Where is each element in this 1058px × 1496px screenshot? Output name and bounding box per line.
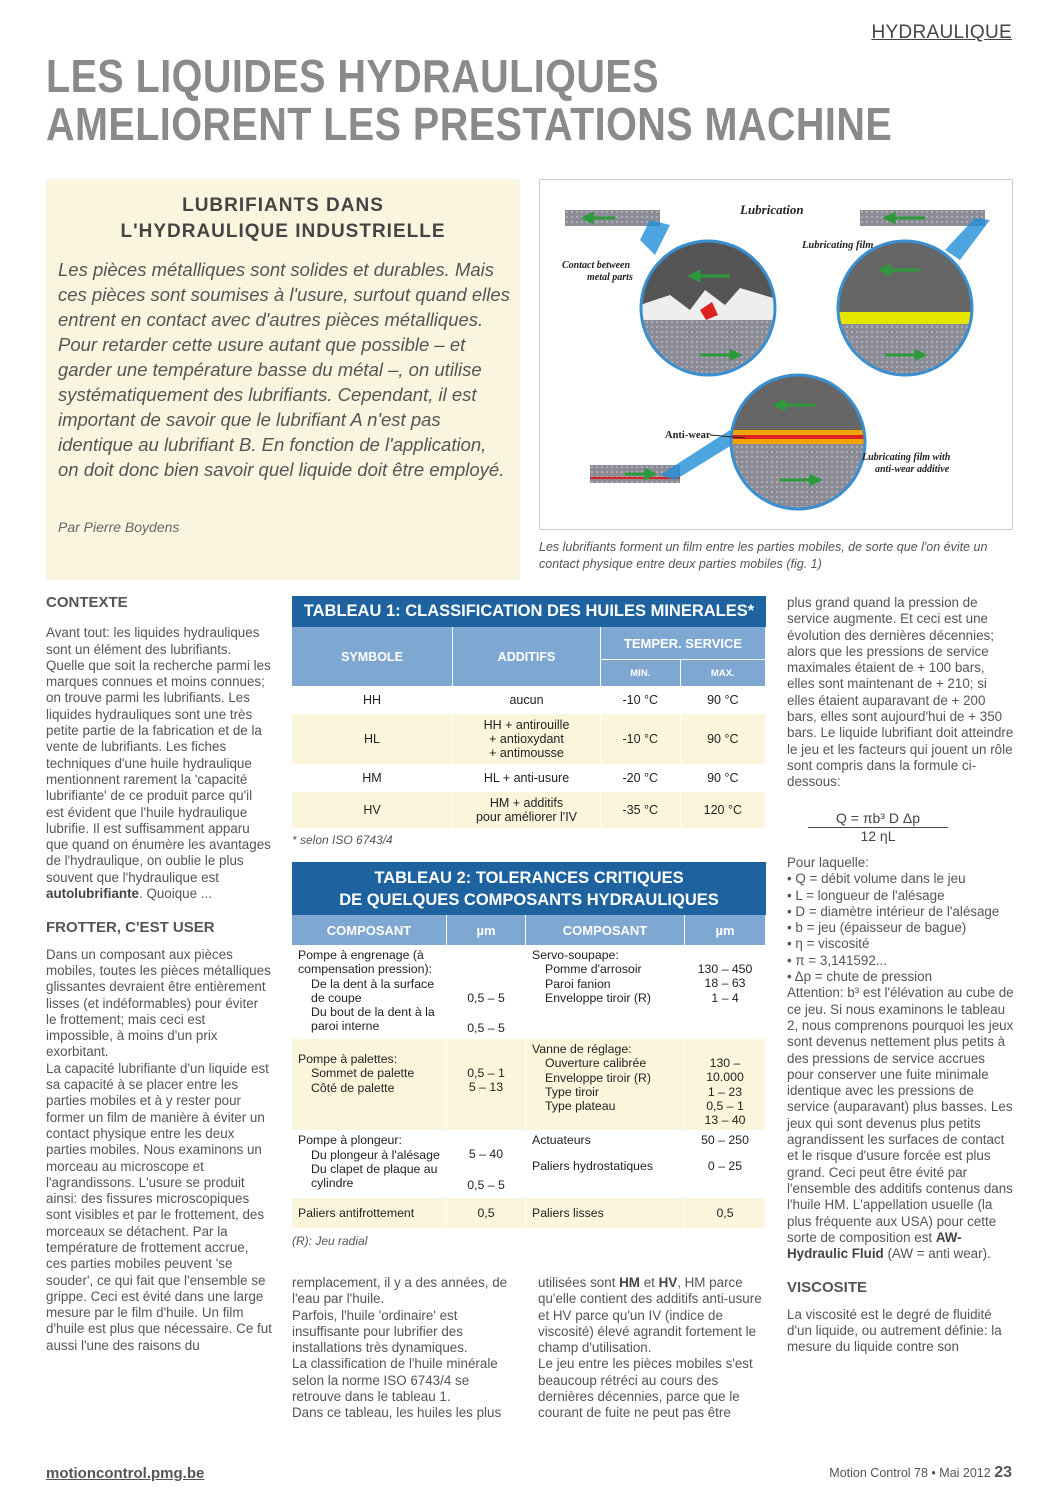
lead-title-line-2: L'HYDRAULIQUE INDUSTRIELLE: [120, 221, 446, 242]
table-row: [292, 792, 766, 828]
t1-sym: HH: [292, 686, 453, 714]
list-item: • D = diamètre intérieur de l'alésage: [787, 903, 1000, 919]
t2-cell: Servo-soupape: Pomme d'arrosoir Paroi fanion Enveloppe tiroir (R): [526, 945, 685, 1039]
t1-min: -35 °C: [601, 792, 681, 828]
t2-cell: Pompe à plongeur: Du plongeur à l'alésage Du clapet de plaque au cylindre: [292, 1130, 447, 1198]
lead-title-line-1: LUBRIFIANTS DANS: [182, 195, 384, 216]
formula-numerator: Q = πb³ D Δp: [808, 810, 948, 828]
headline: [46, 50, 893, 150]
t2-cell: 130 – 10.000 1 – 23 0,5 – 1 13 – 40: [685, 1039, 766, 1130]
t2-cell: 5 – 40 0,5 – 5: [447, 1130, 526, 1198]
t1-header-min: MIN.: [601, 660, 681, 687]
t2-header-um-2: µm: [685, 915, 766, 945]
t2-cell: Actuateurs Paliers hydrostatiques: [526, 1130, 685, 1198]
table-row: [292, 686, 766, 714]
formula-denominator: 12 ηL: [860, 828, 896, 844]
footer-site-link[interactable]: motioncontrol.pmg.be: [46, 1465, 205, 1482]
fig-label-film: Lubricating film: [802, 240, 874, 251]
t1-max: 90 °C: [680, 764, 765, 792]
t2-cell: 0,5 – 1 5 – 13: [447, 1039, 526, 1130]
fig-label-film-aw-2: anti-wear additive: [875, 464, 950, 475]
t2-cell: 50 – 250 0 – 25: [685, 1130, 766, 1198]
t1-add: HL + anti-usure: [453, 764, 601, 792]
section-tag: HYDRAULIQUE: [871, 22, 1012, 43]
list-item: • L = longueur de l'alésage: [787, 887, 945, 903]
column-1: [46, 595, 272, 1354]
table-1: [292, 596, 766, 847]
list-item: • π = 3,141592...: [787, 952, 887, 968]
t1-add: HH + antirouille + antioxydant + antimousse: [453, 714, 601, 764]
page-number: 23: [994, 1464, 1012, 1481]
list-item: • η = viscosité: [787, 936, 870, 952]
contexte-paragraph: Avant tout: les liquides hydrauliques sont un élément des lubrifiants. Quelle que soit la recherche parmi les marques connues et moins connues; on trouve parmi les lubrifiants. Les liquides hydrauliques sont une très petite partie de la fabrication et de la vente de lubrifiants. Les fiches techniques d'une huile hydraulique mentionnent rarement la 'capacité lubrifiante' de ce produit parce qu'il est évident que l'huile hydraulique lubrifie. Il est suffisamment apparu que quand on énumère les avantages de l'hydraulique, on oublie le plus souvent que l'hydraulique est autolubrifiante. Quoique ...: [46, 625, 271, 902]
t1-sym: HV: [292, 792, 453, 828]
t1-max: 90 °C: [680, 686, 765, 714]
formula: [808, 810, 948, 844]
column-4-paragraph-1: plus grand quand la pression de service augmente. Et ceci est une évolution des dernières décennies; alors que les pressions de service maximales étaient de + 100 bars, elles sont maintenant de + 210; si elles étaient auparavant de + 200 bars, elles sont aujourd'hui de + 350 bars. Le liquide lubrifiant doit atteindre le jeu et les facteurs qui jouent un rôle sont compris dans la formule ci-dessous:: [787, 595, 1014, 790]
column-3-paragraph-1: utilisées sont HM et HV, HM parce qu'elle contient des additifs anti-usure et HV parce qu'un IV (indice de viscosité) élevé agrandit fortement le champ d'utilisation.: [538, 1275, 762, 1356]
t2-cell: 130 – 450 18 – 63 1 – 4: [685, 945, 766, 1039]
heading-frotter: FROTTER, C'EST USER: [46, 919, 215, 937]
table-2-title: TABLEAU 2: TOLERANCES CRITIQUES DE QUELQUES COMPOSANTS HYDRAULIQUES: [292, 862, 766, 915]
t1-max: 90 °C: [680, 714, 765, 764]
headline-line-1: LES LIQUIDES HYDRAULIQUES: [46, 50, 660, 102]
table-2-note: (R): Jeu radial: [292, 1234, 368, 1249]
figure-caption: Les lubrifiants forment un film entre les parties mobiles, de sorte que l'on évite un contact physique entre deux parties mobiles (fig. 1): [539, 540, 988, 571]
list-item: • Δp = chute de pression: [787, 969, 933, 985]
headline-line-2: AMELIORENT LES PRESTATIONS MACHINE: [46, 98, 893, 150]
t2-cell: 0,5 – 5 0,5 – 5: [447, 945, 526, 1039]
t1-add: aucun: [453, 686, 601, 714]
column-4-paragraph-2: Attention: b³ est l'élévation au cube de ce jeu. Si nous examinons le tableau 2, nous comprenons pourquoi les jeux sont devenus nettement plus petits à des pressions de service accrues pour conserver une fuite minimale identique avec les pressions de service (auparavant) plus basses. Les jeux qui sont devenus plus petits agrandissent les surfaces de contact et le risque d'usure forcée est plus grand. Ceci peut être évité par l'ensemble des additifs contenus dans l'huile HM. L'appellation usuelle (la plus fréquente aux USA) pour cette sorte de composition est AW-Hydraulic Fluid (AW = anti wear).: [787, 985, 1014, 1262]
table-row: [292, 1198, 766, 1228]
lubrication-diagram: [540, 180, 1012, 529]
t1-header-additifs: ADDITIFS: [453, 627, 601, 686]
frotter-paragraph-1: Dans un composant aux pièces mobiles, toutes les pièces métalliques glissantes devraient être entièrement lisses (et indéformables) pour éviter le frottement; mais ceci est impossible, à moins d'un prix exorbitant.: [46, 946, 271, 1060]
t2-cell: Vanne de réglage: Ouverture calibrée Enveloppe tiroir (R) Type tiroir Type plateau: [526, 1039, 685, 1130]
t2-header-um: µm: [447, 915, 526, 945]
fig-label-antiwear: Anti-wear: [665, 430, 711, 441]
author: Par Pierre Boydens: [58, 519, 180, 535]
t2-header-composant: COMPOSANT: [292, 915, 447, 945]
heading-contexte: CONTEXTE: [46, 594, 128, 611]
table-row: [292, 714, 766, 764]
heading-viscosite: VISCOSITE: [787, 1279, 868, 1297]
table-row: [292, 1039, 766, 1130]
viscosite-paragraph: La viscosité est le degré de fluidité d'un liquide, ou autrement définie: la mesure du liquide contre son: [787, 1306, 1002, 1355]
column-3: [538, 1275, 764, 1422]
column-3-paragraph-2: Le jeu entre les pièces mobiles s'est beaucoup rétréci au cours des dernières décennies, parce que le courant de fuite ne peut pas être: [538, 1356, 753, 1421]
t2-header-composant-2: COMPOSANT: [526, 915, 685, 945]
fig-label-contact: Contact between: [562, 260, 631, 271]
fig-label-lubrication: Lubrication: [740, 202, 804, 217]
t2-cell: Pompe à palettes: Sommet de palette Côté de palette: [292, 1039, 447, 1130]
t1-min: -10 °C: [601, 714, 681, 764]
table-row: [292, 945, 766, 1039]
pour-laquelle: Pour laquelle:: [787, 855, 869, 870]
table-row: [292, 1130, 766, 1198]
lead-text: Les pièces métalliques sont solides et durables. Mais ces pièces sont soumises à l'usure, surtout quand elles entrent en contact avec d'autres pièces métalliques. Pour retarder cette usure autant que possible – et garder une température basse du métal –, on utilise systématiquement des lubrifiants. Cependant, il est important de savoir que le lubrifiant A n'est pas identique au lubrifiant B. En fonction de l'application, on doit donc bien savoir quel liquide doit être employé.: [58, 259, 510, 480]
fig-label-contact-2: metal parts: [587, 272, 633, 283]
lubricating-film-circle: [838, 240, 978, 384]
fig-label-film-aw: Lubricating film with: [862, 452, 951, 463]
t1-min: -10 °C: [601, 686, 681, 714]
table-2-grid: [292, 915, 766, 1228]
t1-min: -20 °C: [601, 764, 681, 792]
t1-sym: HL: [292, 714, 453, 764]
t2-cell: 0,5: [685, 1198, 766, 1228]
frotter-paragraph-2: La capacité lubrifiante d'un liquide est sa capacité à se placer entre les parties mobiles et à y rester pour former un film de manière à éviter un contact physique entre les deux parties mobiles. Nous examinons un morceau au microscope et l'agrandissons. L'usure se produit ainsi: des fissures microscopiques sont visibles et par le frottement, des morceaux se détachent. Par la température de frottement accrue, ces parties mobiles peuvent 'se souder', ce qui fait que l'ensemble se grippe. Ceci est évité dans une large mesure par le film d'huile. Un film d'huile est plus que nécessaire. Ce fut aussi l'une des raisons du: [46, 1060, 272, 1353]
autolubrifiante-bold: autolubrifiante: [46, 886, 139, 902]
lead-box: [46, 179, 520, 580]
t1-sym: HM: [292, 764, 453, 792]
footer-issue: [829, 1464, 1012, 1482]
column-2: remplacement, il y a des années, de l'eau par l'huile. Parfois, l'huile 'ordinaire' est insuffisante pour lubrifier des installations très dynamiques. La classification de l'huile minérale selon la norme ISO 6743/4 se retrouve dans le tableau 1. Dans ce tableau, les huiles les plus: [292, 1275, 508, 1421]
lubrication-figure: [539, 179, 1013, 530]
table-1-note: * selon ISO 6743/4: [292, 833, 393, 847]
column-4: [787, 595, 1015, 791]
table-2: [292, 862, 766, 1248]
t2-cell: Paliers antifrottement: [292, 1198, 447, 1228]
t2-cell: 0,5: [447, 1198, 526, 1228]
t1-header-symbole: SYMBOLE: [292, 627, 453, 686]
list-item: • Q = débit volume dans le jeu: [787, 871, 966, 887]
lead-title: [46, 193, 520, 245]
t2-cell: Pompe à engrenage (à compensation pression): De la dent à la surface de coupe Du bout de la dent à la paroi interne: [292, 945, 447, 1039]
footer-issue-text: Motion Control 78 • Mai 2012: [829, 1466, 991, 1480]
t2-cell: Paliers lisses: [526, 1198, 685, 1228]
list-item: • b = jeu (épaisseur de bague): [787, 920, 967, 936]
t1-add: HM + additifs pour améliorer l'IV: [453, 792, 601, 828]
table-row: [292, 764, 766, 792]
table-1-title: TABLEAU 1: CLASSIFICATION DES HUILES MINERALES*: [292, 596, 766, 627]
column-4-continued: [787, 855, 1015, 1356]
table-1-grid: [292, 627, 766, 828]
t1-header-temper: TEMPER. SERVICE: [601, 627, 766, 660]
t1-max: 120 °C: [680, 792, 765, 828]
t1-header-max: MAX.: [680, 660, 765, 687]
